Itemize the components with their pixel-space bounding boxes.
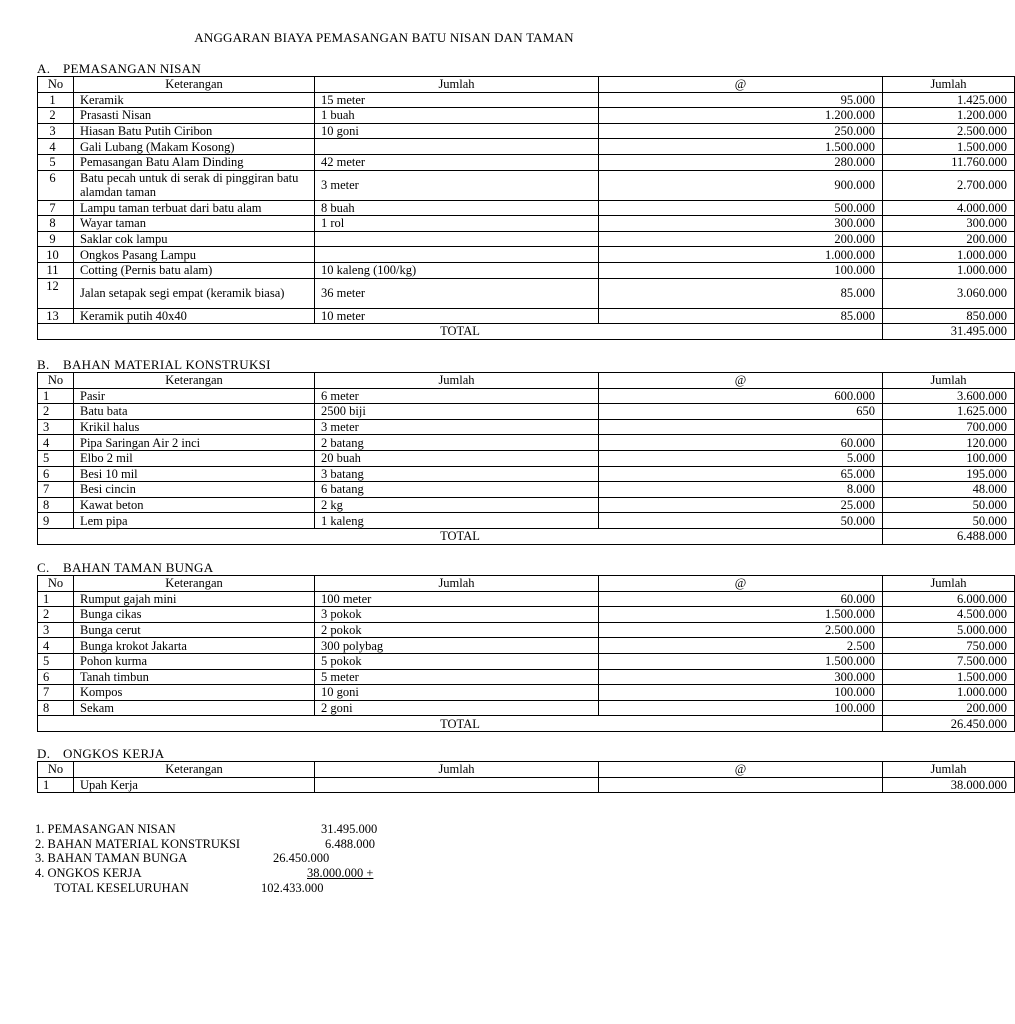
cell-total: 5.000.000 bbox=[883, 622, 1015, 638]
cell-keterangan: Lampu taman terbuat dari batu alam bbox=[74, 200, 315, 216]
cell-no: 5 bbox=[38, 154, 74, 170]
cell-total: 1.000.000 bbox=[883, 685, 1015, 701]
section-name: BAHAN TAMAN BUNGA bbox=[63, 560, 214, 575]
cell-keterangan: Elbo 2 mil bbox=[74, 450, 315, 466]
table-row bbox=[38, 419, 1015, 435]
cell-no: 4 bbox=[38, 139, 74, 155]
grand-total-value: 102.433.000 bbox=[261, 880, 324, 895]
cell-total: 1.625.000 bbox=[883, 404, 1015, 420]
cell-jumlah bbox=[315, 231, 599, 247]
table-total-row bbox=[38, 716, 1015, 732]
cell-keterangan: Wayar taman bbox=[74, 216, 315, 232]
grand-total-label: TOTAL KESELURUHAN bbox=[54, 880, 189, 895]
cell-jumlah: 15 meter bbox=[315, 92, 599, 108]
cell-jumlah: 2 batang bbox=[315, 435, 599, 451]
table-header-row bbox=[38, 576, 1015, 592]
table-header-row bbox=[38, 373, 1015, 389]
summary-row bbox=[35, 836, 375, 852]
table-row bbox=[38, 700, 1015, 716]
cell-no: 1 bbox=[38, 92, 74, 108]
cell-unit-price: 600.000 bbox=[599, 388, 883, 404]
table-row bbox=[38, 591, 1015, 607]
cell-jumlah: 10 goni bbox=[315, 685, 599, 701]
cell-unit-price: 100.000 bbox=[599, 262, 883, 278]
cell-unit-price bbox=[599, 419, 883, 435]
cell-no: 8 bbox=[38, 216, 74, 232]
cell-unit-price: 1.000.000 bbox=[599, 247, 883, 263]
cell-total: 48.000 bbox=[883, 482, 1015, 498]
cell-jumlah: 5 pokok bbox=[315, 653, 599, 669]
table-row bbox=[38, 482, 1015, 498]
table-row bbox=[38, 123, 1015, 139]
section-name: BAHAN MATERIAL KONSTRUKSI bbox=[63, 357, 271, 372]
table-row bbox=[38, 653, 1015, 669]
table-row bbox=[38, 513, 1015, 529]
table-row bbox=[38, 669, 1015, 685]
col-header-no: No bbox=[38, 373, 74, 389]
summary-block bbox=[35, 822, 378, 895]
cell-jumlah: 36 meter bbox=[315, 278, 599, 308]
cell-no: 4 bbox=[38, 435, 74, 451]
cell-jumlah: 1 buah bbox=[315, 108, 599, 124]
cell-no: 10 bbox=[38, 247, 74, 263]
total-value: 31.495.000 bbox=[883, 324, 1015, 340]
table-row bbox=[38, 685, 1015, 701]
cell-unit-price: 2.500.000 bbox=[599, 622, 883, 638]
total-label: TOTAL bbox=[38, 716, 883, 732]
table-row bbox=[38, 777, 1015, 793]
cell-keterangan: Lem pipa bbox=[74, 513, 315, 529]
table-row bbox=[38, 216, 1015, 232]
cell-keterangan: Hiasan Batu Putih Ciribon bbox=[74, 123, 315, 139]
table-row bbox=[38, 262, 1015, 278]
cell-total: 3.600.000 bbox=[883, 388, 1015, 404]
col-header-at: @ bbox=[599, 373, 883, 389]
cell-unit-price: 5.000 bbox=[599, 450, 883, 466]
table-row bbox=[38, 388, 1015, 404]
cell-unit-price: 500.000 bbox=[599, 200, 883, 216]
cell-jumlah: 10 kaleng (100/kg) bbox=[315, 262, 599, 278]
table-row bbox=[38, 497, 1015, 513]
document-title: ANGGARAN BIAYA PEMASANGAN BATU NISAN DAN TAMAN bbox=[194, 30, 574, 45]
col-header-jumlah: Jumlah bbox=[315, 373, 599, 389]
col-header-keterangan: Keterangan bbox=[74, 373, 315, 389]
section-letter: A. bbox=[37, 61, 51, 76]
cell-total: 7.500.000 bbox=[883, 653, 1015, 669]
summary-row bbox=[35, 851, 330, 866]
cell-no: 4 bbox=[38, 638, 74, 654]
col-header-jumlah: Jumlah bbox=[315, 77, 599, 93]
table-header-row bbox=[38, 77, 1015, 93]
cell-unit-price: 200.000 bbox=[599, 231, 883, 247]
cell-total: 195.000 bbox=[883, 466, 1015, 482]
table-row bbox=[38, 278, 1015, 308]
cell-unit-price: 650 bbox=[599, 404, 883, 420]
cell-unit-price: 95.000 bbox=[599, 92, 883, 108]
cell-keterangan: Besi 10 mil bbox=[74, 466, 315, 482]
cell-total: 1.200.000 bbox=[883, 108, 1015, 124]
col-header-no: No bbox=[38, 576, 74, 592]
total-label: TOTAL bbox=[38, 324, 883, 340]
cell-unit-price: 300.000 bbox=[599, 669, 883, 685]
cell-unit-price: 1.500.000 bbox=[599, 653, 883, 669]
table-row bbox=[38, 450, 1015, 466]
cell-no: 3 bbox=[38, 123, 74, 139]
cell-jumlah: 6 batang bbox=[315, 482, 599, 498]
cell-keterangan: Bunga cikas bbox=[74, 607, 315, 623]
cell-jumlah: 2 pokok bbox=[315, 622, 599, 638]
table-row bbox=[38, 139, 1015, 155]
cell-unit-price: 8.000 bbox=[599, 482, 883, 498]
cell-total: 50.000 bbox=[883, 513, 1015, 529]
table-row bbox=[38, 622, 1015, 638]
cell-keterangan: Pasir bbox=[74, 388, 315, 404]
cell-no: 6 bbox=[38, 466, 74, 482]
cell-total: 200.000 bbox=[883, 231, 1015, 247]
table-row bbox=[38, 108, 1015, 124]
col-header-jumlah: Jumlah bbox=[315, 576, 599, 592]
cell-keterangan: Tanah timbun bbox=[74, 669, 315, 685]
cell-no: 1 bbox=[38, 777, 74, 793]
cell-total: 1.500.000 bbox=[883, 669, 1015, 685]
summary-label: 3. BAHAN TAMAN BUNGA bbox=[35, 851, 188, 866]
total-label: TOTAL bbox=[38, 528, 883, 544]
cell-keterangan: Pohon kurma bbox=[74, 653, 315, 669]
table-total-row bbox=[38, 324, 1015, 340]
cell-total: 4.500.000 bbox=[883, 607, 1015, 623]
summary-label: 2. BAHAN MATERIAL KONSTRUKSI bbox=[35, 836, 241, 851]
cell-no: 7 bbox=[38, 685, 74, 701]
table-row bbox=[38, 200, 1015, 216]
cell-no: 6 bbox=[38, 669, 74, 685]
cell-jumlah: 100 meter bbox=[315, 591, 599, 607]
cell-unit-price: 65.000 bbox=[599, 466, 883, 482]
col-header-at: @ bbox=[599, 576, 883, 592]
table-row bbox=[38, 247, 1015, 263]
cell-unit-price: 50.000 bbox=[599, 513, 883, 529]
cell-total: 850.000 bbox=[883, 308, 1015, 324]
cell-keterangan: Keramik putih 40x40 bbox=[74, 308, 315, 324]
cell-total: 750.000 bbox=[883, 638, 1015, 654]
cell-no: 8 bbox=[38, 497, 74, 513]
cell-total: 1.000.000 bbox=[883, 247, 1015, 263]
col-header-no: No bbox=[38, 77, 74, 93]
cell-no: 6 bbox=[38, 170, 74, 200]
cell-total: 2.500.000 bbox=[883, 123, 1015, 139]
summary-value: 38.000.000 + bbox=[307, 866, 374, 881]
cell-no: 3 bbox=[38, 622, 74, 638]
table-row bbox=[38, 154, 1015, 170]
section-name: ONGKOS KERJA bbox=[63, 746, 165, 761]
col-header-keterangan: Keterangan bbox=[74, 576, 315, 592]
cell-no: 9 bbox=[38, 231, 74, 247]
cell-total: 120.000 bbox=[883, 435, 1015, 451]
table-row bbox=[38, 404, 1015, 420]
table-row bbox=[38, 170, 1015, 200]
table-header-row bbox=[38, 762, 1015, 778]
col-header-jumlah-total: Jumlah bbox=[883, 762, 1015, 778]
col-header-jumlah: Jumlah bbox=[315, 762, 599, 778]
table-row bbox=[38, 435, 1015, 451]
cell-unit-price: 1.500.000 bbox=[599, 607, 883, 623]
cell-no: 12 bbox=[38, 278, 74, 308]
cell-jumlah: 3 batang bbox=[315, 466, 599, 482]
cell-keterangan: Kawat beton bbox=[74, 497, 315, 513]
cell-keterangan: Batu bata bbox=[74, 404, 315, 420]
cell-jumlah bbox=[315, 777, 599, 793]
cell-unit-price: 1.500.000 bbox=[599, 139, 883, 155]
table-total-row bbox=[38, 528, 1015, 544]
cell-total: 38.000.000 bbox=[883, 777, 1015, 793]
cell-unit-price: 85.000 bbox=[599, 278, 883, 308]
cell-unit-price: 300.000 bbox=[599, 216, 883, 232]
col-header-keterangan: Keterangan bbox=[74, 762, 315, 778]
table-row bbox=[38, 231, 1015, 247]
cell-total: 4.000.000 bbox=[883, 200, 1015, 216]
cell-keterangan: Jalan setapak segi empat (keramik biasa) bbox=[74, 278, 315, 308]
cell-total: 300.000 bbox=[883, 216, 1015, 232]
cell-jumlah: 20 buah bbox=[315, 450, 599, 466]
cell-jumlah: 10 goni bbox=[315, 123, 599, 139]
cell-no: 2 bbox=[38, 108, 74, 124]
col-header-at: @ bbox=[599, 762, 883, 778]
summary-value: 26.450.000 bbox=[273, 851, 330, 866]
cell-no: 8 bbox=[38, 700, 74, 716]
cell-jumlah: 3 meter bbox=[315, 170, 599, 200]
cell-no: 1 bbox=[38, 591, 74, 607]
cell-total: 3.060.000 bbox=[883, 278, 1015, 308]
cell-total: 1.500.000 bbox=[883, 139, 1015, 155]
cell-unit-price: 1.200.000 bbox=[599, 108, 883, 124]
summary-label: 1. PEMASANGAN NISAN bbox=[35, 822, 176, 836]
summary-label: 4. ONGKOS KERJA bbox=[35, 866, 142, 881]
cell-no: 7 bbox=[38, 482, 74, 498]
cell-jumlah: 2 goni bbox=[315, 700, 599, 716]
table-row bbox=[38, 466, 1015, 482]
section-d-heading bbox=[37, 746, 164, 762]
table-row bbox=[38, 638, 1015, 654]
cell-jumlah: 2 kg bbox=[315, 497, 599, 513]
cell-keterangan: Kompos bbox=[74, 685, 315, 701]
cell-jumlah: 1 kaleng bbox=[315, 513, 599, 529]
cell-jumlah: 42 meter bbox=[315, 154, 599, 170]
col-header-no: No bbox=[38, 762, 74, 778]
table-bahan-material bbox=[37, 372, 1015, 545]
cell-jumlah: 1 rol bbox=[315, 216, 599, 232]
cell-jumlah bbox=[315, 139, 599, 155]
cell-unit-price: 85.000 bbox=[599, 308, 883, 324]
col-header-jumlah-total: Jumlah bbox=[883, 373, 1015, 389]
table-row bbox=[38, 92, 1015, 108]
cell-keterangan: Upah Kerja bbox=[74, 777, 315, 793]
cell-unit-price bbox=[599, 777, 883, 793]
cell-jumlah bbox=[315, 247, 599, 263]
total-value: 26.450.000 bbox=[883, 716, 1015, 732]
grand-total-row bbox=[35, 880, 324, 896]
cell-no: 5 bbox=[38, 653, 74, 669]
cell-jumlah: 6 meter bbox=[315, 388, 599, 404]
table-row bbox=[38, 607, 1015, 623]
summary-row bbox=[35, 866, 374, 881]
section-name: PEMASANGAN NISAN bbox=[63, 61, 202, 76]
cell-total: 200.000 bbox=[883, 700, 1015, 716]
cell-jumlah: 300 polybag bbox=[315, 638, 599, 654]
table-pemasangan-nisan bbox=[37, 76, 1015, 340]
cell-keterangan: Ongkos Pasang Lampu bbox=[74, 247, 315, 263]
cell-no: 3 bbox=[38, 419, 74, 435]
cell-jumlah: 8 buah bbox=[315, 200, 599, 216]
cell-unit-price: 25.000 bbox=[599, 497, 883, 513]
cell-jumlah: 5 meter bbox=[315, 669, 599, 685]
cell-unit-price: 60.000 bbox=[599, 435, 883, 451]
cell-keterangan: Batu pecah untuk di serak di pinggiran batu alamdan taman bbox=[74, 170, 315, 200]
cell-unit-price: 2.500 bbox=[599, 638, 883, 654]
cell-jumlah: 3 meter bbox=[315, 419, 599, 435]
cell-keterangan: Saklar cok lampu bbox=[74, 231, 315, 247]
cell-jumlah: 3 pokok bbox=[315, 607, 599, 623]
cell-keterangan: Pipa Saringan Air 2 inci bbox=[74, 435, 315, 451]
summary-value: 31.495.000 bbox=[321, 822, 378, 836]
cell-keterangan: Cotting (Pernis batu alam) bbox=[74, 262, 315, 278]
section-letter: D. bbox=[37, 746, 51, 761]
col-header-at: @ bbox=[599, 77, 883, 93]
cell-unit-price: 100.000 bbox=[599, 700, 883, 716]
cell-jumlah: 10 meter bbox=[315, 308, 599, 324]
cell-keterangan: Krikil halus bbox=[74, 419, 315, 435]
cell-total: 1.000.000 bbox=[883, 262, 1015, 278]
cell-keterangan: Sekam bbox=[74, 700, 315, 716]
section-letter: B. bbox=[37, 357, 50, 372]
cell-unit-price: 280.000 bbox=[599, 154, 883, 170]
cell-total: 11.760.000 bbox=[883, 154, 1015, 170]
section-letter: C. bbox=[37, 560, 50, 575]
section-a-heading bbox=[37, 61, 201, 77]
table-bahan-taman-bunga bbox=[37, 575, 1015, 732]
cell-no: 7 bbox=[38, 200, 74, 216]
cell-no: 2 bbox=[38, 607, 74, 623]
col-header-jumlah-total: Jumlah bbox=[883, 576, 1015, 592]
col-header-jumlah-total: Jumlah bbox=[883, 77, 1015, 93]
cell-keterangan: Besi cincin bbox=[74, 482, 315, 498]
cell-unit-price: 100.000 bbox=[599, 685, 883, 701]
cell-keterangan: Bunga krokot Jakarta bbox=[74, 638, 315, 654]
cell-no: 13 bbox=[38, 308, 74, 324]
table-ongkos-kerja bbox=[37, 761, 1015, 793]
cell-total: 2.700.000 bbox=[883, 170, 1015, 200]
cell-no: 2 bbox=[38, 404, 74, 420]
section-c-heading bbox=[37, 560, 213, 576]
cell-no: 11 bbox=[38, 262, 74, 278]
cell-total: 50.000 bbox=[883, 497, 1015, 513]
cell-unit-price: 900.000 bbox=[599, 170, 883, 200]
cell-total: 100.000 bbox=[883, 450, 1015, 466]
cell-unit-price: 250.000 bbox=[599, 123, 883, 139]
cell-keterangan: Rumput gajah mini bbox=[74, 591, 315, 607]
cell-total: 6.000.000 bbox=[883, 591, 1015, 607]
cell-keterangan: Prasasti Nisan bbox=[74, 108, 315, 124]
section-b-heading bbox=[37, 357, 271, 373]
summary-value: 6.488.000 bbox=[325, 836, 375, 851]
cell-total: 1.425.000 bbox=[883, 92, 1015, 108]
table-row bbox=[38, 308, 1015, 324]
col-header-keterangan: Keterangan bbox=[74, 77, 315, 93]
cell-unit-price: 60.000 bbox=[599, 591, 883, 607]
cell-keterangan: Keramik bbox=[74, 92, 315, 108]
cell-no: 9 bbox=[38, 513, 74, 529]
cell-keterangan: Bunga cerut bbox=[74, 622, 315, 638]
cell-total: 700.000 bbox=[883, 419, 1015, 435]
cell-no: 5 bbox=[38, 450, 74, 466]
summary-row bbox=[35, 822, 378, 837]
cell-keterangan: Gali Lubang (Makam Kosong) bbox=[74, 139, 315, 155]
cell-jumlah: 2500 biji bbox=[315, 404, 599, 420]
total-value: 6.488.000 bbox=[883, 528, 1015, 544]
cell-no: 1 bbox=[38, 388, 74, 404]
cell-keterangan: Pemasangan Batu Alam Dinding bbox=[74, 154, 315, 170]
